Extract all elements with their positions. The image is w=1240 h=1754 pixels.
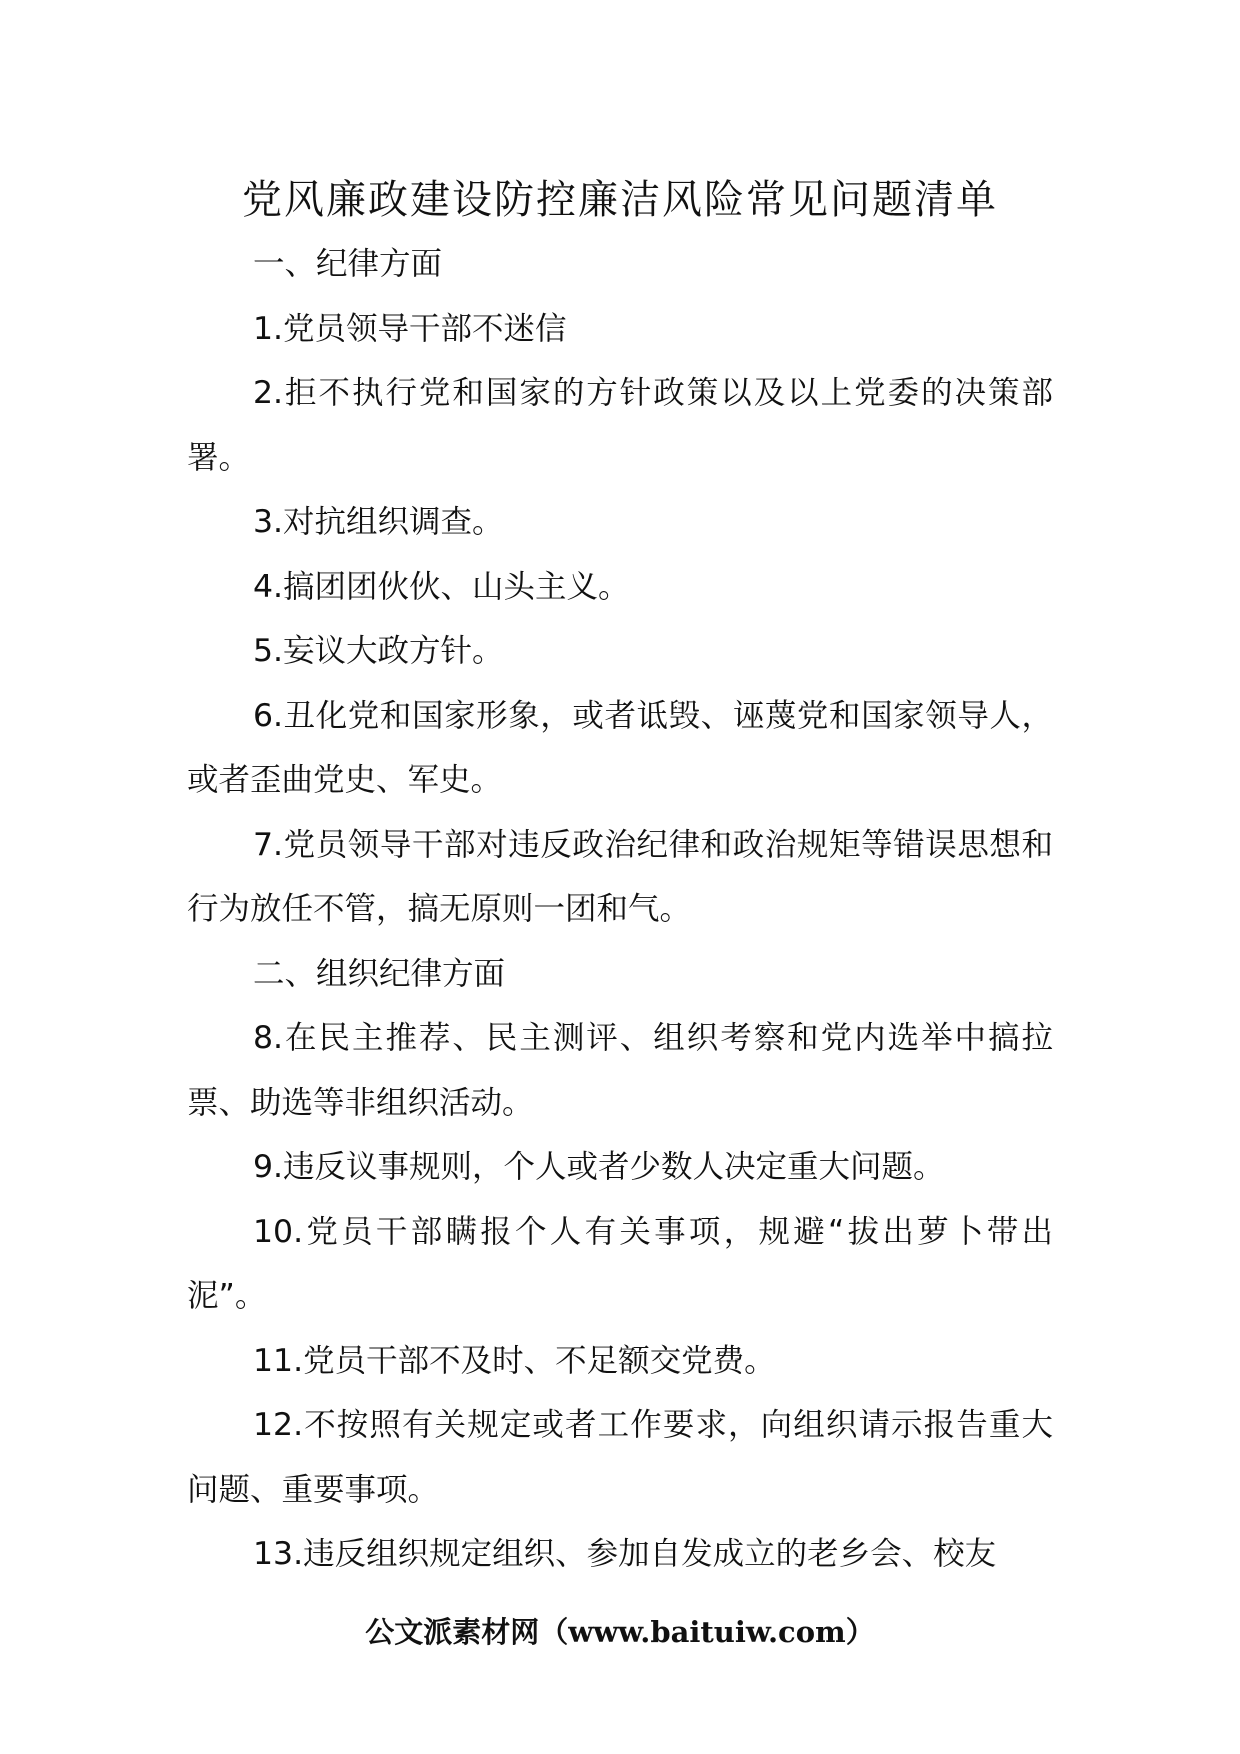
list-item: 3.对抗组织调查。 <box>253 504 504 540</box>
list-item: 2.拒不执行党和国家的方针政策以及以上党委的决策部署。 <box>187 375 1053 476</box>
section-heading-discipline: 一、纪律方面 <box>253 246 443 282</box>
list-item: 5.妄议大政方针。 <box>253 633 504 669</box>
list-item: 7.党员领导干部对违反政治纪律和政治规矩等错误思想和行为放任不管，搞无原则一团和气。 <box>187 826 1053 927</box>
list-item: 6.丑化党和国家形象，或者诋毁、诬蔑党和国家领导人，或者歪曲党史、军史。 <box>187 697 1053 798</box>
list-item: 12.不按照有关规定或者工作要求，向组织请示报告重大问题、重要事项。 <box>187 1407 1053 1508</box>
list-item: 8.在民主推荐、民主测评、组织考察和党内选举中搞拉票、助选等非组织活动。 <box>187 1020 1053 1121</box>
list-item: 13.违反组织规定组织、参加自发成立的老乡会、校友 <box>253 1536 997 1572</box>
footer-watermark: 公文派素材网（www.baituiw.com） <box>365 1615 875 1649</box>
document-title: 党风廉政建设防控廉洁风险常见问题清单 <box>242 177 998 223</box>
list-item: 9.违反议事规则，个人或者少数人决定重大问题。 <box>253 1149 945 1185</box>
list-item: 10.党员干部瞒报个人有关事项，规避“拔出萝卜带出泥”。 <box>187 1213 1053 1314</box>
section-heading-organization: 二、组织纪律方面 <box>253 955 506 992</box>
list-item: 1.党员领导干部不迷信 <box>253 310 567 347</box>
list-item: 4.搞团团伙伙、山头主义。 <box>253 568 630 605</box>
list-item: 11.党员干部不及时、不足额交党费。 <box>253 1342 776 1379</box>
document-body <box>187 232 1053 1587</box>
